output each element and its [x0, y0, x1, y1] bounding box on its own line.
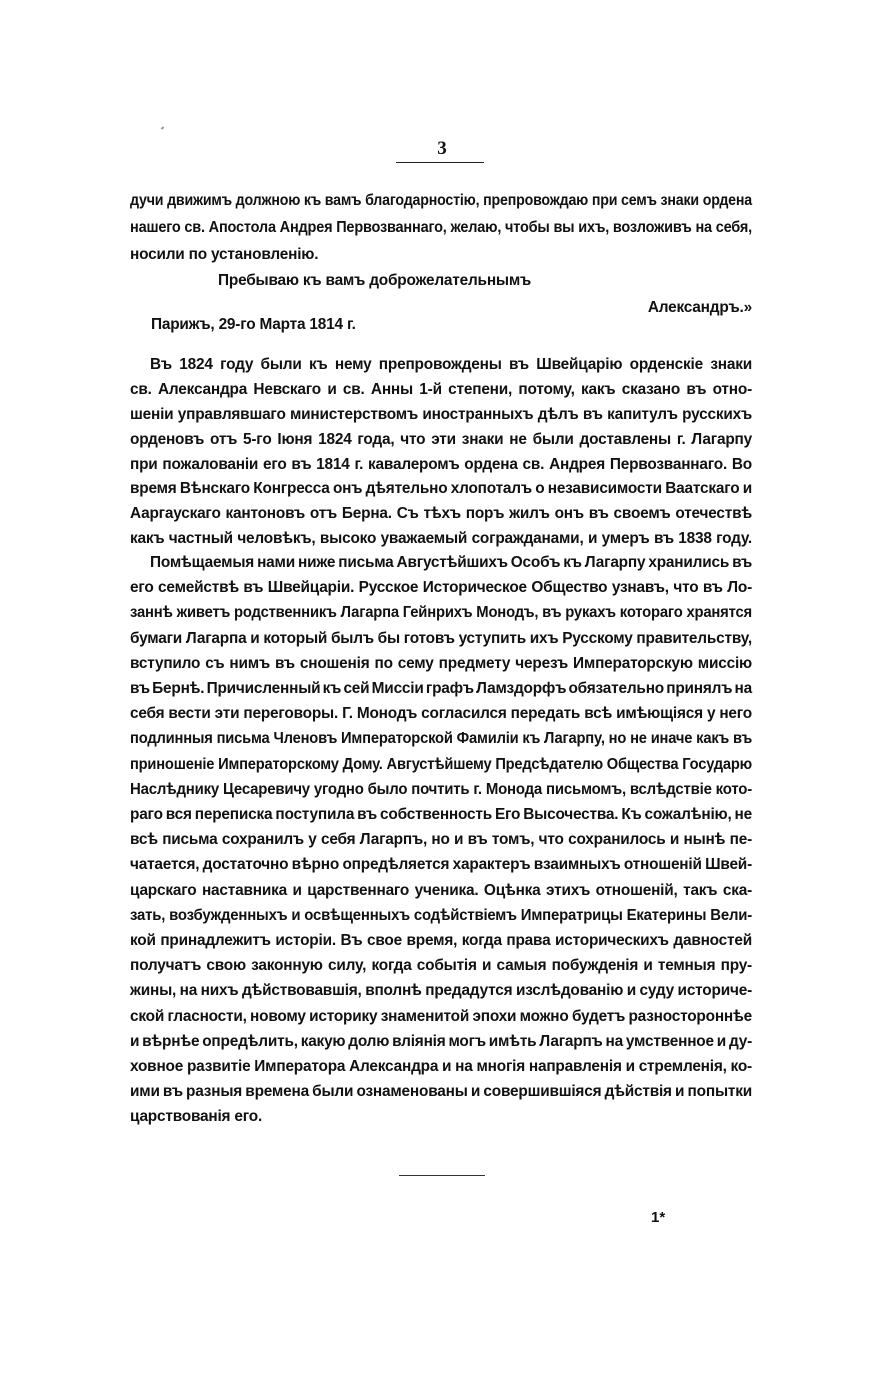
- paragraph1-line: шеніи управлявшаго министерствомъ иностранныхъ дѣлъ въ капитулъ русскихъ: [130, 406, 752, 423]
- paragraph2-line: чатается, достаточно вѣрно опредѣляется характеръ взаимныхъ отношеній Швей-: [130, 856, 752, 873]
- paragraph2-line: бумаги Лагарпа и который былъ бы готовъ уступить ихъ Русскому правительству,: [130, 630, 752, 647]
- paragraph2-line: себя вести эти переговоры. Г. Монодъ согласился передать всѣ имѣющіяся у него: [130, 705, 752, 722]
- paragraph2-line: въ Бернѣ. Причисленный къ сей Миссіи графъ Ламздорфъ обязательно принялъ на: [130, 680, 752, 697]
- paragraph2-line: заннѣ живетъ родственникъ Лагарпа Гейнрихъ Монодъ, въ рукахъ котораго хранятся: [130, 604, 752, 621]
- paragraph2-line: вступило съ нимъ въ сношенія по сему предмету черезъ Императорскую миссію: [130, 655, 752, 672]
- paragraph2-line: и вѣрнѣе опредѣлить, какую долю вліянія могъ имѣть Лагарпъ на умственное и ду-: [130, 1033, 752, 1050]
- paragraph2-line: Помѣщаемыя нами ниже письма Августѣйшихъ Особъ къ Лагарпу хранились въ: [150, 554, 752, 571]
- paragraph2-line: всѣ письма сохранилъ у себя Лагарпъ, но и въ томъ, что сохранилось и нынѣ пе-: [130, 831, 752, 848]
- paragraph2-line: кой принадлежитъ исторіи. Въ свое время, когда права историческихъ давностей: [130, 932, 752, 949]
- end-rule: [399, 1175, 485, 1176]
- paragraph2-line: его семействѣ въ Швейцаріи. Русское Историческое Общество узнавъ, что въ Ло-: [130, 579, 752, 596]
- page-number-rule: [396, 162, 484, 163]
- letter-closing: Пребываю къ вамъ доброжелательнымъ: [218, 272, 532, 289]
- paragraph1-line: св. Александра Невскаго и св. Анны 1-й степени, потому, какъ сказано въ отно-: [130, 381, 752, 398]
- scan-speck: [161, 126, 165, 129]
- paragraph1-line: Ааргаускаго кантоновъ отъ Берна. Съ тѣхъ поръ жилъ онъ въ своемъ отечествѣ: [130, 505, 752, 522]
- letter-place-date: Парижъ, 29-го Марта 1814 г.: [151, 316, 356, 333]
- page-number: 3: [437, 138, 447, 159]
- letter-line: нашего св. Апостола Андрея Первозваннаго, желаю, чтобы вы ихъ, возложивъ на себя,: [130, 219, 752, 236]
- signature-mark: 1*: [651, 1209, 666, 1226]
- paragraph2-line: царствованія его.: [130, 1108, 263, 1125]
- paragraph2-line: жины, на нихъ дѣйствовавшія, вполнѣ предадутся изслѣдованію и суду историче-: [130, 982, 752, 999]
- paragraph2-line: ской гласности, новому историку знаменитой эпохи можно будетъ разностороннѣе: [130, 1008, 752, 1025]
- letter-line: носили по установленію.: [130, 246, 319, 263]
- paragraph1-line: какъ частный человѣкъ, высоко уважаемый согражданами, и умеръ въ 1838 году.: [130, 530, 752, 547]
- paragraph1-line: при пожалованіи его въ 1814 г. кавалеромъ ордена св. Андрея Первозваннаго. Во: [130, 456, 752, 473]
- paragraph2-line: зать, возбужденныхъ и освѣщенныхъ содѣйствіемъ Императрицы Екатерины Вели-: [130, 907, 752, 924]
- paragraph2-line: царскаго наставника и царственнаго ученика. Оцѣнка этихъ отношеній, такъ ска-: [130, 882, 752, 899]
- paragraph2-line: раго вся переписка поступила въ собственность Его Высочества. Къ сожалѣнію, не: [130, 806, 752, 823]
- paragraph2-line: приношеніе Императорскому Дому. Августѣйшему Предсѣдателю Общества Государю: [130, 756, 752, 773]
- paragraph2-line: ими въ разныя времена были ознаменованы и совершившіяся дѣйствія и попытки: [130, 1083, 752, 1100]
- paragraph2-line: подлинныя письма Членовъ Императорской Фамиліи къ Лагарпу, но не иначе какъ въ: [130, 730, 752, 747]
- paragraph2-line: получатъ свою законную силу, когда событія и самыя побужденія и темныя пру-: [130, 957, 752, 974]
- paragraph2-line: ховное развитіе Императора Александра и на многія направленія и стремленія, ко-: [130, 1058, 752, 1075]
- paragraph1-line: орденовъ отъ 5-го Іюня 1824 года, что эти знаки не были доставлены г. Лагарпу: [130, 431, 752, 448]
- letter-signature: Александръ.»: [647, 299, 752, 316]
- letter-line: дучи движимъ должною къ вамъ благодарностію, препровождаю при семъ знаки ордена: [130, 192, 752, 209]
- paragraph1-line: время Вѣнскаго Конгресса онъ дѣятельно хлопоталъ о независимости Ваатскаго и: [130, 480, 752, 497]
- paragraph1-line: Въ 1824 году были къ нему препровождены въ Швейцарію орденскіе знаки: [150, 356, 752, 373]
- paragraph2-line: Наслѣднику Цесаревичу угодно было почтить г. Монода письмомъ, вслѣдствіе кото-: [130, 781, 752, 798]
